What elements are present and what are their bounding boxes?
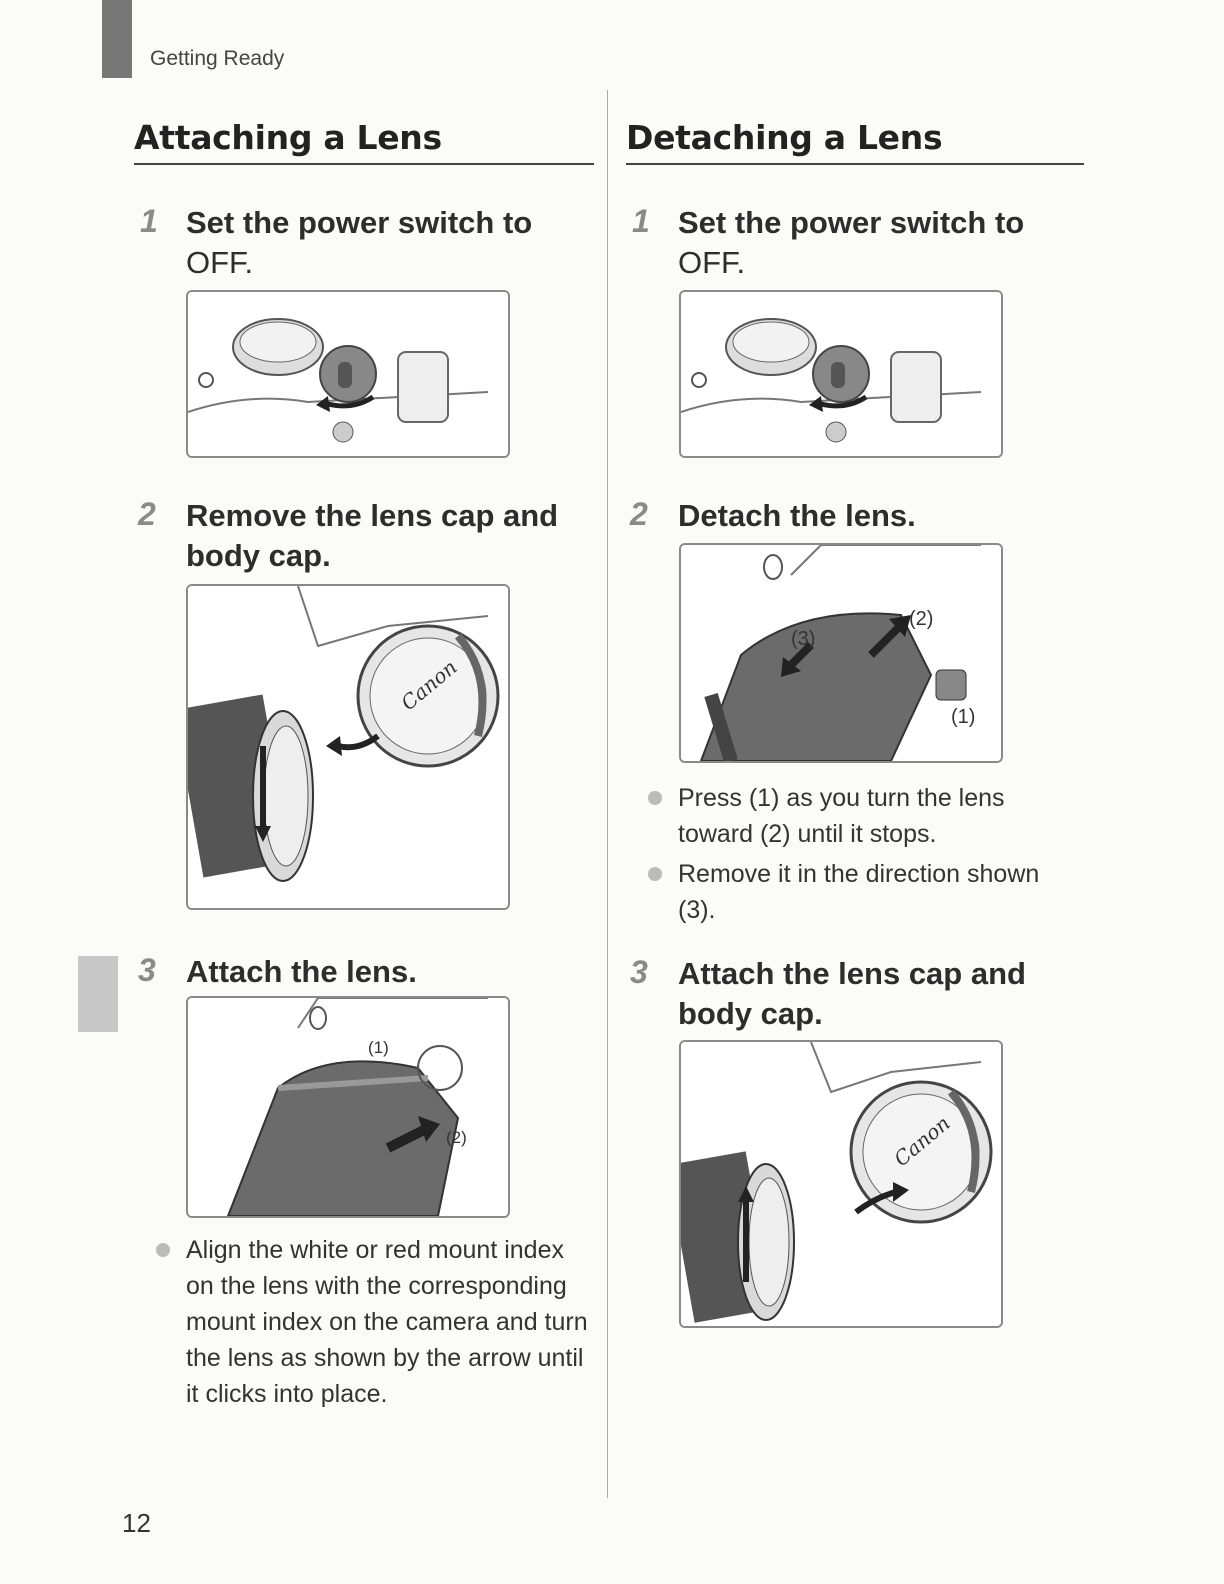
right-bullet-2-text: Remove it in the direction shown (3). <box>678 860 1040 924</box>
page-number: 12 <box>122 1508 151 1538</box>
power-switch-illustration-left <box>186 290 510 458</box>
bullet-dot <box>648 867 662 881</box>
remove-caps-drawing <box>188 586 508 908</box>
left-step-1-label: Set the power switch to <box>186 205 533 240</box>
brand-text: Canon <box>396 654 462 716</box>
detach-label-3: (3) <box>791 628 816 650</box>
right-step-1-text <box>678 203 1088 283</box>
power-switch-drawing <box>681 292 1001 456</box>
detach-lens-illustration <box>679 543 1003 763</box>
left-bullet-1 <box>156 1232 596 1412</box>
left-step-3-number: 3 <box>138 952 156 988</box>
right-bullet-1 <box>648 780 1068 852</box>
side-marker <box>78 956 118 1032</box>
detach-label-2: (2) <box>909 608 934 630</box>
right-step-1-number: 1 <box>632 203 650 239</box>
column-divider <box>607 90 608 1498</box>
attach-label-2: (2) <box>446 1128 467 1147</box>
attach-caps-drawing <box>681 1042 1001 1326</box>
section-tab-marker <box>102 0 132 78</box>
right-column-title: Detaching a Lens <box>626 118 1084 165</box>
right-bullet-1-text: Press (1) as you turn the lens toward (2) until it stops. <box>678 784 1005 848</box>
right-step-1-label: Set the power switch to <box>678 205 1025 240</box>
right-step-3-number: 3 <box>630 954 648 990</box>
power-switch-illustration-right <box>679 290 1003 458</box>
bullet-dot <box>156 1243 170 1257</box>
remove-caps-illustration <box>186 584 510 910</box>
detach-lens-drawing <box>681 545 1001 761</box>
right-step-3-text: Attach the lens cap and body cap. <box>678 956 1026 1031</box>
attach-lens-drawing <box>188 998 508 1216</box>
attach-label-1: (1) <box>368 1038 389 1057</box>
right-step-1-off: OFF. <box>678 245 746 280</box>
power-switch-drawing <box>188 292 508 456</box>
left-step-2-number: 2 <box>138 496 156 532</box>
attach-lens-illustration <box>186 996 510 1218</box>
left-step-2-text: Remove the lens cap and body cap. <box>186 498 559 573</box>
section-label: Getting Ready <box>150 47 285 70</box>
detach-label-1: (1) <box>951 706 976 728</box>
left-bullet-1-text: Align the white or red mount index on the lens with the corresponding mount index on the camera and turn the lens as shown by the arrow until it clicks into place. <box>186 1236 588 1408</box>
bullet-dot <box>648 791 662 805</box>
left-bullet-list <box>156 1232 596 1416</box>
left-column-title: Attaching a Lens <box>134 118 594 165</box>
right-bullet-2 <box>648 856 1068 928</box>
left-step-3-text: Attach the lens. <box>186 954 417 989</box>
brand-text: Canon <box>889 1110 955 1172</box>
left-step-1-off: OFF. <box>186 245 254 280</box>
right-step-2-text: Detach the lens. <box>678 498 916 533</box>
attach-caps-illustration <box>679 1040 1003 1328</box>
left-step-1-number: 1 <box>140 203 158 239</box>
left-step-1-text <box>186 203 606 283</box>
right-bullet-list <box>648 780 1068 932</box>
right-step-2-number: 2 <box>630 496 648 532</box>
